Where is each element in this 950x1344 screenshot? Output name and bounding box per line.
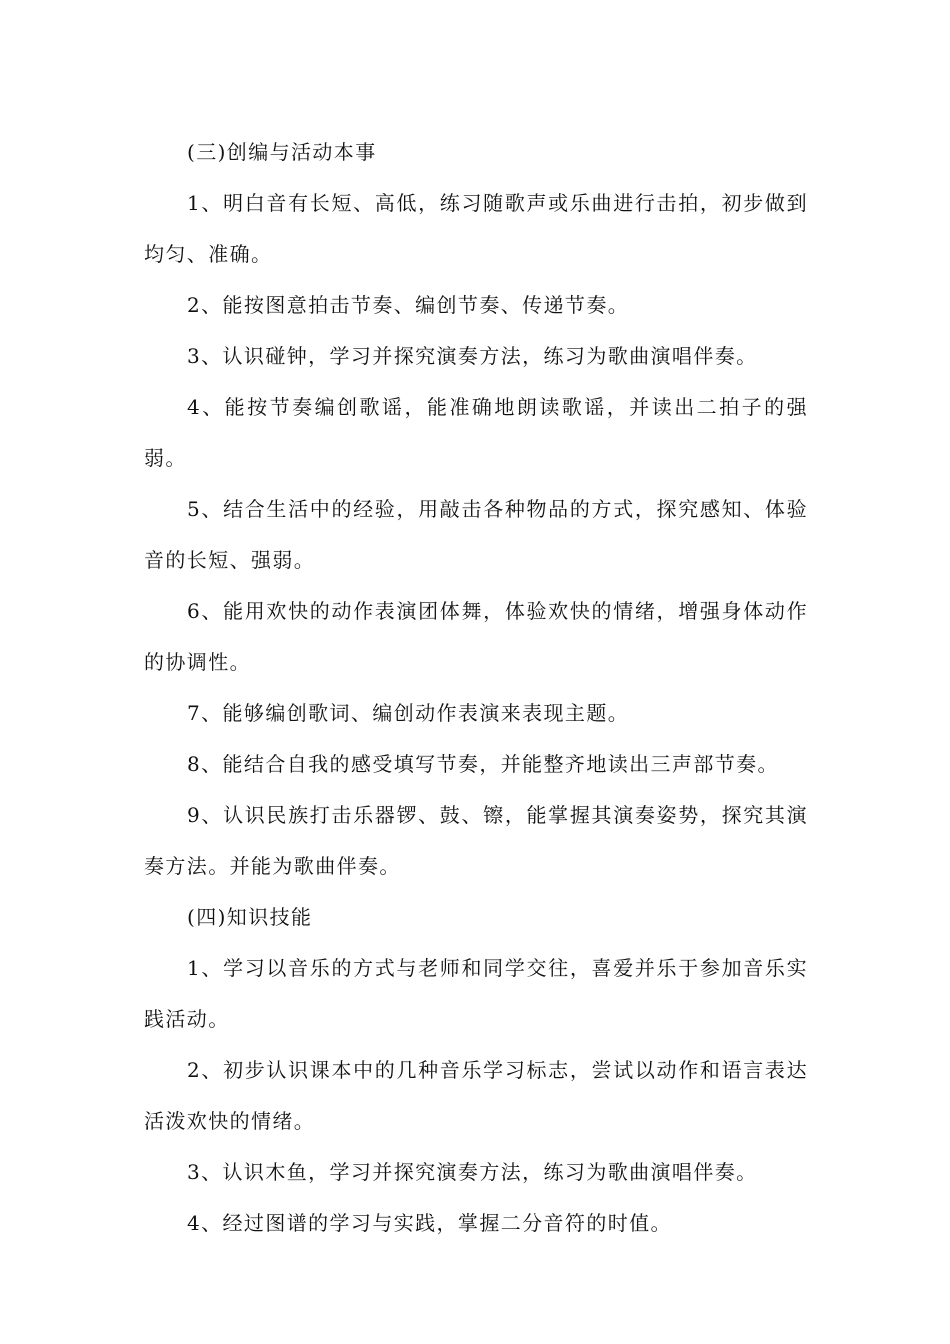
list-item: 3、认识碰钟，学习并探究演奏方法，练习为歌曲演唱伴奏。: [187, 344, 758, 368]
list-item: 4、能按节奏编创歌谣，能准确地朗读歌谣，并读出二拍子的强弱。: [144, 395, 808, 470]
list-item: 9、认识民族打击乐器锣、鼓、镲，能掌握其演奏姿势，探究其演奏方法。并能为歌曲伴奏。: [144, 803, 808, 878]
list-item: 1、学习以音乐的方式与老师和同学交往，喜爱并乐于参加音乐实践活动。: [144, 956, 808, 1031]
list-item: 5、结合生活中的经验，用敲击各种物品的方式，探究感知、体验音的长短、强弱。: [144, 497, 808, 572]
list-item: 6、能用欢快的动作表演团体舞，体验欢快的情绪，增强身体动作的协调性。: [144, 599, 808, 674]
list-item: 4、经过图谱的学习与实践，掌握二分音符的时值。: [187, 1211, 672, 1235]
list-item: 3、认识木鱼，学习并探究演奏方法，练习为歌曲演唱伴奏。: [187, 1160, 758, 1184]
list-item: 2、初步认识课本中的几种音乐学习标志，尝试以动作和语言表达活泼欢快的情绪。: [144, 1058, 808, 1133]
list-item: 2、能按图意拍击节奏、编创节奏、传递节奏。: [187, 293, 630, 317]
document-body: [144, 127, 808, 1249]
section-heading-3: (三)创编与活动本事: [187, 140, 377, 164]
list-item: 1、明白音有长短、高低，练习随歌声或乐曲进行击拍，初步做到均匀、准确。: [144, 191, 808, 266]
section-heading-4: (四)知识技能: [187, 905, 313, 929]
list-item: 8、能结合自我的感受填写节奏，并能整齐地读出三声部节奏。: [187, 752, 779, 776]
list-item: 7、能够编创歌词、编创动作表演来表现主题。: [187, 701, 630, 725]
